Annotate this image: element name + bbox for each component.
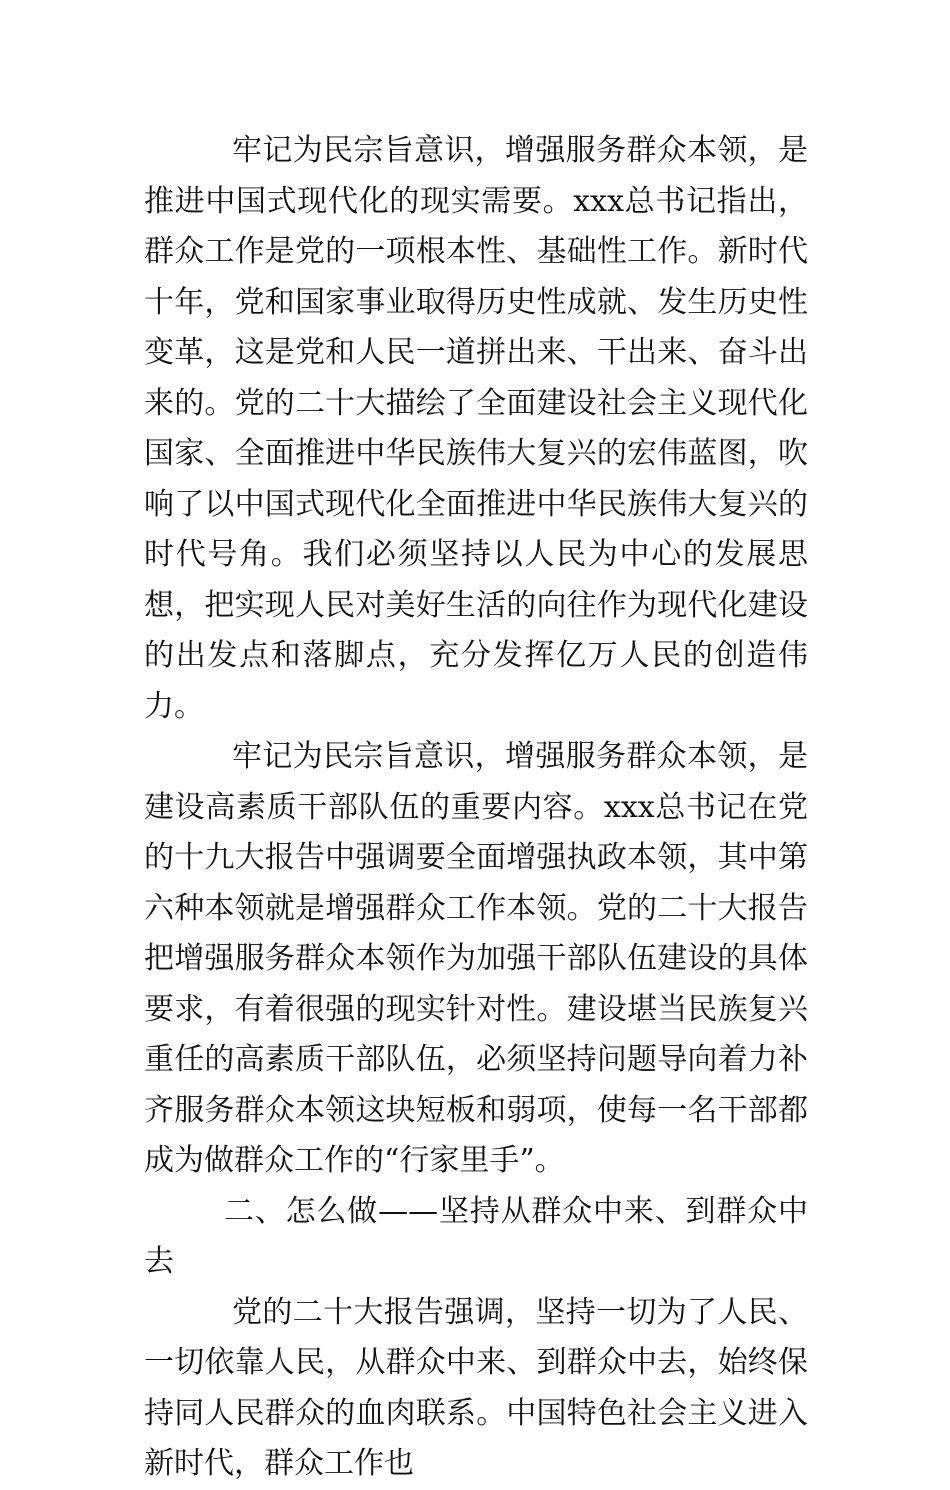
paragraph-1: 牢记为民宗旨意识，增强服务群众本领，是推进中国式现代化的现实需要。xxx总书记指出，群众工作是党的一项根本性、基础性工作。新时代十年，党和国家事业取得历史性成就、发生历史性变革，这是党和人民一道拼出来、干出来、奋斗出来的。党的二十大描绘了全面建设社会主义现代化国家、全面推进中华民族伟大复兴的宏伟蓝图，吹响了以中国式现代化全面推进中华民族伟大复兴的时代号角。我们必须坚持以人民为中心的发展思想，把实现人民对美好生活的向往作为现代化建设的出发点和落脚点，充分发挥亿万人民的创造伟力。 bbox=[144, 133, 808, 724]
section-heading: 二、怎么做——坚持从群众中来、到群众中去 bbox=[144, 1193, 808, 1279]
document-body bbox=[144, 126, 808, 1490]
paragraph-3: 党的二十大报告强调，坚持一切为了人民、一切依靠人民，从群众中来、到群众中去，始终保持同人民群众的血肉联系。中国特色社会主义进入新时代，群众工作也 bbox=[144, 1294, 808, 1481]
paragraph-2: 牢记为民宗旨意识，增强服务群众本领，是建设高素质干部队伍的重要内容。xxx总书记在党的十九大报告中强调要全面增强执政本领，其中第六种本领就是增强群众工作本领。党的二十大报告把增强服务群众本领作为加强干部队伍建设的具体要求，有着很强的现实针对性。建设堪当民族复兴重任的高素质干部队伍，必须坚持问题导向着力补齐服务群众本领这块短板和弱项，使每一名干部都成为做群众工作的“行家里手”。 bbox=[144, 739, 808, 1178]
